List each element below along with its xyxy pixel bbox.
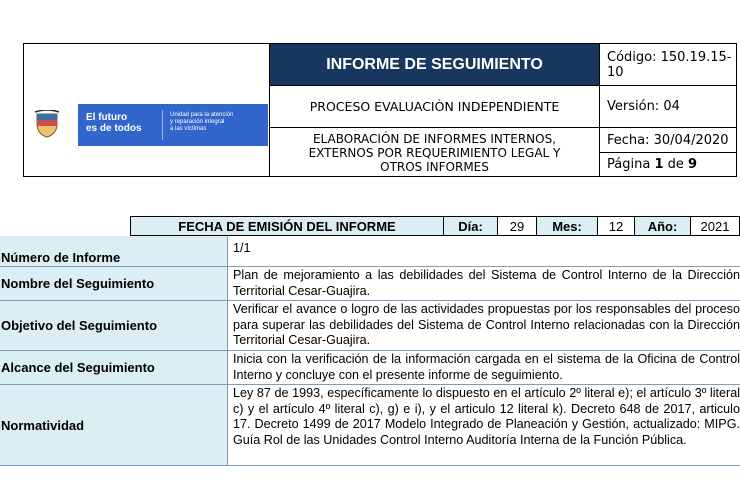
row-value-objetivo: Verificar el avance o logro de las actividades propuestas por los responsables del proceso para superar las debilidades del Sistema de Control Interno relacionadas con la Dirección Territorial Cesar-Guajira. <box>233 302 740 347</box>
page-current: 1 <box>654 157 664 172</box>
page-prefix: Página <box>607 157 651 172</box>
row-value-normatividad: Ley 87 de 1993, específicamente lo dispuesto en el artículo 2º literal e); el artículo 3º literal c) y el artículo 4º literal c), g) e i), y el articulo 12 literal k). Decreto 648 de 2017, articulo 17. Decreto 1499 de 2017 Modelo Integrado de Planeación y Gestión, actualizado: MIPG. Guía Rol de las Unidades Control Interno Auditoría Interna de la Función Pública. <box>233 386 740 447</box>
elaboration-line-2: EXTERNOS POR REQUERIMIENTO LEGAL Y <box>308 146 561 160</box>
row-label-objetivo: Objetivo del Seguimiento <box>0 301 228 350</box>
elaboration-line-1: ELABORACIÓN DE INFORMES INTERNOS, <box>312 132 557 146</box>
document-code: Código: 150.19.15-10 <box>600 44 737 86</box>
emission-label: FECHA DE EMISIÓN DEL INFORME <box>131 217 444 235</box>
emission-date-row <box>130 216 740 236</box>
brand-line-2: es de todos <box>86 123 142 134</box>
month-label: Mes: <box>537 217 598 235</box>
brand-bar <box>78 104 268 146</box>
year-value: 2021 <box>691 217 739 235</box>
table-row <box>0 267 740 301</box>
day-value: 29 <box>498 217 537 235</box>
row-value-numero: 1/1 <box>233 241 251 255</box>
year-label: Año: <box>635 217 691 235</box>
day-label: Día: <box>444 217 498 235</box>
coat-of-arms-icon <box>34 110 60 138</box>
document-header <box>23 43 737 177</box>
page-number <box>600 153 737 177</box>
document-version: Versión: 04 <box>600 86 737 128</box>
brand-line-1: El futuro <box>86 112 128 123</box>
entity-logo <box>26 104 268 146</box>
row-label-numero: Número de Informe <box>0 236 228 266</box>
row-label-alcance: Alcance del Seguimiento <box>0 351 228 384</box>
row-value-alcance: Inicia con la verificación de la información cargada en el sistema de la Oficina de Control Interno y concluye con el presente informe de seguimiento. <box>233 352 740 382</box>
row-value-nombre: Plan de mejoramiento a las debilidades del Sistema de Control Interno de la Dirección Territorial Cesar-Guajira. <box>233 268 740 298</box>
unit-line-2: y reparación integral <box>170 119 225 125</box>
document-date: Fecha: 30/04/2020 <box>600 128 737 153</box>
process-name: PROCESO EVALUACIÒN INDEPENDIENTE <box>270 86 600 128</box>
brand-text <box>86 112 142 134</box>
table-row <box>0 351 740 385</box>
brand-divider <box>162 110 163 140</box>
row-label-nombre: Nombre del Seguimiento <box>0 267 228 300</box>
document-title: INFORME DE SEGUIMIENTO <box>270 44 600 86</box>
page-total: 9 <box>688 157 698 172</box>
table-row <box>0 301 740 351</box>
elaboration-line-3: OTROS INFORMES <box>380 160 489 174</box>
table-row <box>0 385 740 466</box>
logo-cell <box>24 44 270 177</box>
elaboration-text <box>270 128 600 177</box>
page-of: de <box>667 157 684 172</box>
table-row <box>0 236 740 267</box>
unit-line-3: a las víctimas <box>170 126 207 132</box>
report-info-table <box>0 236 740 466</box>
row-label-normatividad: Normatividad <box>0 385 228 465</box>
unit-line-1: Unidad para la atención <box>170 112 234 118</box>
month-value: 12 <box>598 217 635 235</box>
unit-text <box>170 112 266 133</box>
